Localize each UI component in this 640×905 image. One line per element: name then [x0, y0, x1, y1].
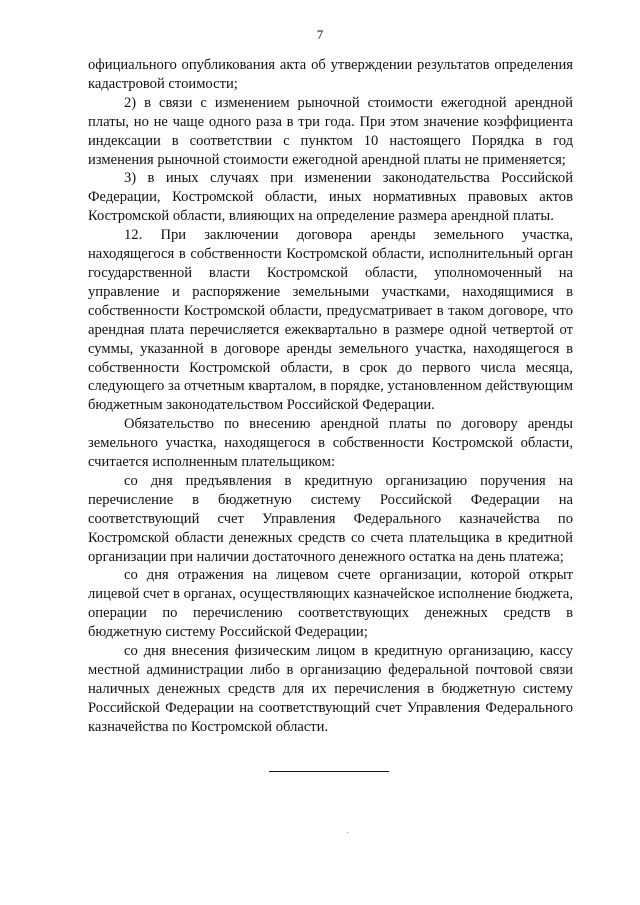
- paragraph-item-2: 2) в связи с изменением рыночной стоимости ежегодной арендной платы, но не чаще одного раза в три года. При этом значение коэффициента индексации в соответствии с пунктом 10 настоящего Порядка в год изменения рыночной стоимости ежегодной арендной платы не применяется;: [88, 94, 573, 168]
- paragraph-continuation: официального опубликования акта об утверждении результатов определения кадастровой стоимости;: [88, 57, 573, 92]
- paragraph-obligation: Обязательство по внесению арендной платы по договору аренды земельного участка, находящегося в собственности Костромской области, считается исполненным плательщиком:: [88, 416, 573, 471]
- paragraph-section-12: 12. При заключении договора аренды земельного участка, находящегося в собственности Костромской области, исполнительный орган государственной власти Костромской области, уполномоченный на управление и распоряжение земельными участками, находящимися в собственности Костромской области, предусматривает в таком договоре, что арендная плата перечисляется ежеквартально в размере одной четвертой от суммы, указанной в договоре аренды земельного участка, находящегося в собственности Костромской области, в срок до первого числа месяца, следующего за отчетным кварталом, в порядке, установленном действующим бюджетным законодательством Российской Федерации.: [88, 227, 573, 414]
- paragraph-condition-1: со дня предъявления в кредитную организацию поручения на перечисление в бюджетную систему Российской Федерации на соответствующий счет Управления Федерального казначейства по Костромской области денежных средств со счета плательщика в кредитной организации при наличии достаточного денежного остатка на день платежа;: [88, 472, 573, 565]
- page-number: 7: [316, 27, 324, 42]
- paragraph-condition-2: со дня отражения на лицевом счете организации, которой открыт лицевой счет в органах, осуществляющих казначейское исполнение бюджета, операции по перечислению соответствующих денежных средств в бюджетную систему Российской Федерации;: [88, 567, 573, 641]
- paragraph-item-3: 3) в иных случаях при изменении законодательства Российской Федерации, Костромской области, иных нормативных правовых актов Костромской области, влияющих на определение размера арендной платы.: [88, 170, 573, 225]
- document-body: [88, 56, 573, 737]
- end-separator-line: [269, 771, 389, 772]
- scan-speck: [347, 832, 348, 833]
- paragraph-condition-3: со дня внесения физическим лицом в кредитную организацию, кассу местной администрации либо в организацию федеральной почтовой связи наличных денежных средств для их перечисления в бюджетную систему Российской Федерации на соответствующий счет Управления Федерального казначейства по Костромской области.: [88, 643, 573, 735]
